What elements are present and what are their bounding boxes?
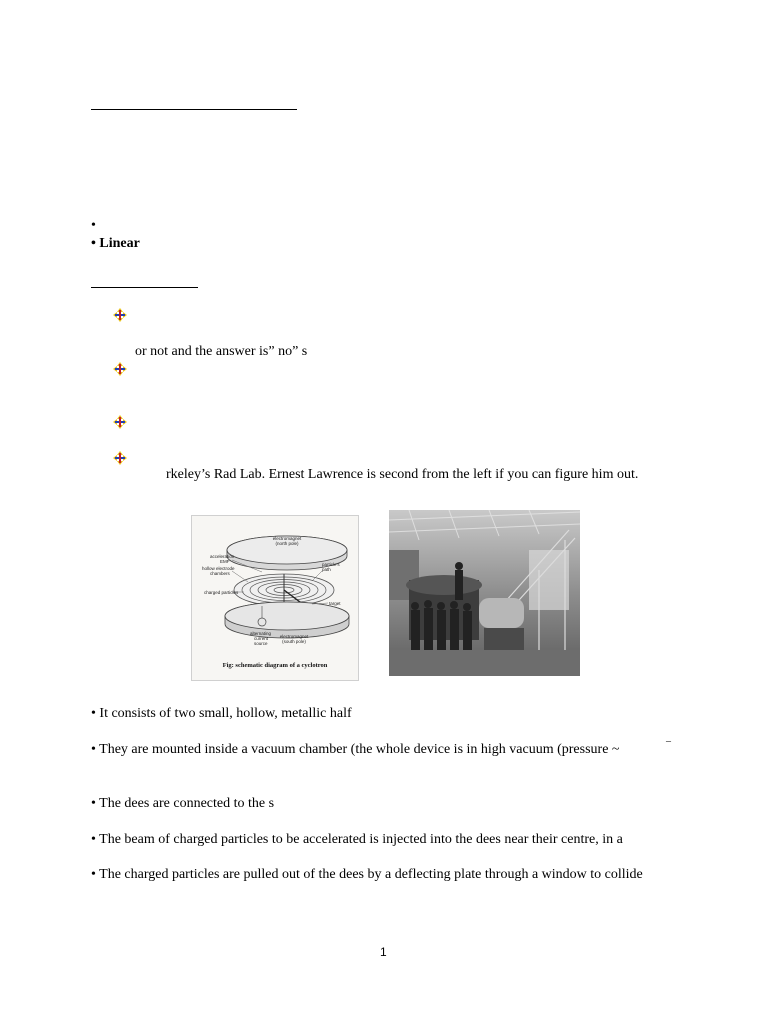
bullet-item-2: • They are mounted inside a vacuum chamber (the whole device is in high vacuum (pressure ~ xyxy=(91,742,620,757)
label-path-2: path xyxy=(322,567,331,572)
arrow-item-2-text: or not and the answer is” no” s xyxy=(135,344,308,359)
heading-underline-2 xyxy=(91,287,198,288)
cyclotron-schematic-figure xyxy=(191,515,359,681)
label-hollow: hollow electrode xyxy=(202,566,235,571)
bullet-item-3: • The dees are connected to the s xyxy=(91,796,275,811)
label-path: particle's xyxy=(322,562,340,567)
label-top-magnet-2: (north pole) xyxy=(275,541,299,546)
label-accel-emf-2: EMF xyxy=(220,559,230,564)
four-way-arrow-icon xyxy=(113,415,127,429)
label-accel-emf: acceleration xyxy=(210,554,235,559)
heading-underline-1 xyxy=(91,109,297,110)
superscript-mark: – xyxy=(666,736,671,747)
label-bottom-magnet-2: (south pole) xyxy=(282,639,306,644)
cyclotron-diagram xyxy=(192,516,358,680)
label-alternating: alternating xyxy=(250,631,272,636)
page-number: 1 xyxy=(380,945,387,959)
label-top-magnet: electromagnet xyxy=(272,536,302,541)
bullet-item-4: • The beam of charged particles to be accelerated is injected into the dees near their centre, in a xyxy=(91,832,623,847)
label-charged: charged particles xyxy=(204,590,239,595)
four-way-arrow-icon xyxy=(113,308,127,322)
arrow-item-4-text: rkeley’s Rad Lab. Ernest Lawrence is second from the left if you can figure him out. xyxy=(166,467,639,482)
bullet-item-1: • It consists of two small, hollow, metallic half xyxy=(91,706,352,721)
label-alternating-3: source xyxy=(254,641,268,646)
bullet-linear: • Linear xyxy=(91,236,140,251)
rad-lab-photo xyxy=(389,510,580,676)
figure-caption: Fig: schematic diagram of a cyclotron xyxy=(222,662,328,669)
label-alternating-2: current xyxy=(254,636,269,641)
bullet-empty: • xyxy=(91,218,96,233)
four-way-arrow-icon xyxy=(113,451,127,465)
bullet-item-5: • The charged particles are pulled out of the dees by a deflecting plate through a window to collide xyxy=(91,867,643,882)
four-way-arrow-icon xyxy=(113,362,127,376)
label-bottom-magnet: electromagnet xyxy=(279,634,309,639)
label-hollow-2: chambers xyxy=(210,571,230,576)
label-target: target xyxy=(329,601,341,606)
